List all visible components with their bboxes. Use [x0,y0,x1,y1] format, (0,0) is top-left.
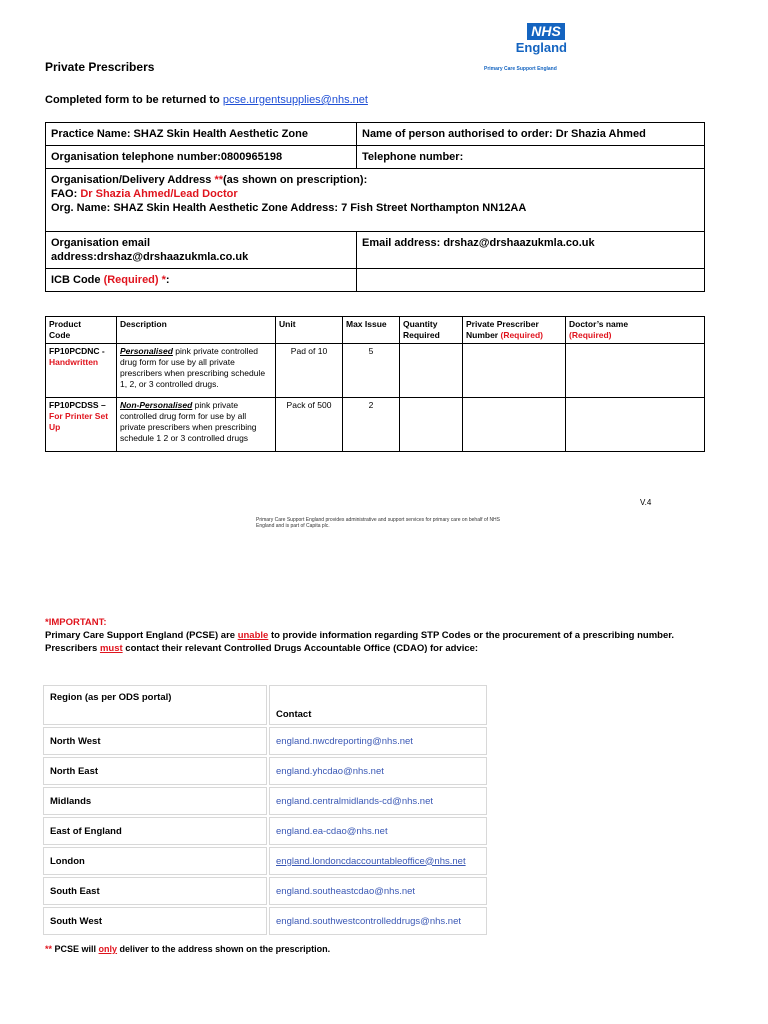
fao-value: Dr Shazia Ahmed/Lead Doctor [80,188,238,200]
product-max-issue: 5 [343,344,400,398]
important-l2-b: contact their relevant Controlled Drugs Accountable Office (CDAO) for advice: [122,643,479,654]
doctor-name-input-cell[interactable] [566,344,705,398]
logo-subtitle: Primary Care Support England [484,66,557,72]
org-name-address: Org. Name: SHAZ Skin Health Aesthetic Zone Address: 7 Fish Street Northampton NN12AA [51,202,527,214]
important-notice [45,616,685,655]
fao-label: FAO: [51,188,81,200]
important-line-2 [45,642,685,655]
icb-colon: : [165,274,170,286]
important-l1-emphasis: unable [237,630,269,641]
product-code-note: Handwritten [49,357,99,367]
region-contact-email[interactable]: england.ea-cdao@nhs.net [269,817,487,845]
region-name: South West [43,907,267,935]
phone-cell: Telephone number: [357,146,705,169]
practice-name-cell: Practice Name: SHAZ Skin Health Aesthetic Zone [46,123,357,146]
product-description-cell [117,344,276,398]
header-quantity [400,317,463,344]
header-region: Region (as per ODS portal) [43,685,267,725]
region-name: North West [43,727,267,755]
region-contact-email[interactable]: england.southwestcontrolleddrugs@nhs.net [269,907,487,935]
important-l1-b: to provide information regarding STP Codes or the procurement of a prescribing number. [268,630,675,641]
product-code-note: For Printer Set Up [49,411,109,432]
nhs-logo: NHS [527,23,565,40]
region-name: South East [43,877,267,905]
header-ppn-required: (Required) [500,330,543,340]
delivery-footnote [45,944,330,954]
header-qty-l1: Quantity [403,319,438,329]
product-max-issue: 2 [343,398,400,452]
header-unit: Unit [276,317,343,344]
header-description: Description [117,317,276,344]
region-row [43,847,487,875]
product-row [46,344,705,398]
return-label: Completed form to be returned to [45,94,223,106]
region-name: East of England [43,817,267,845]
product-code-cell [46,398,117,452]
region-row [43,907,487,935]
prescriber-number-input-cell[interactable] [463,344,566,398]
org-email-cell [46,232,357,269]
region-row [43,817,487,845]
product-unit: Pack of 500 [276,398,343,452]
header-code-l2: Code [49,330,71,340]
address-note: (as shown on prescription): [223,174,368,186]
icb-empty-cell[interactable] [357,269,705,292]
header-code-l1: Product [49,319,82,329]
footnote-a: PCSE will [54,944,99,954]
footer-fineprint: Primary Care Support England provides administrative and support services for primary care on behalf of NHS England and is part of Capita plc. [256,517,500,529]
important-l2-emphasis: must [99,643,123,654]
version-label: V.4 [640,498,652,507]
important-line-1 [45,629,685,642]
product-code-cell [46,344,117,398]
header-doctor-name [566,317,705,344]
product-desc-text: pink private controlled drug form for use by all private prescribers when prescribing schedule 1 2 or 3 controlled drugs [120,400,257,443]
quantity-input-cell[interactable] [400,344,463,398]
header-prescriber-number [463,317,566,344]
product-header-row [46,317,705,344]
page-title: Private Prescribers [45,60,155,74]
return-email-link[interactable]: pcse.urgentsupplies@nhs.net [222,94,368,106]
region-name: London [43,847,267,875]
product-desc-text: pink private controlled drug form for use by all private prescribers when prescribing schedule 1, 2, or 3 controlled drugs. [120,346,266,389]
icb-label: ICB Code [51,274,104,286]
address-stars: ** [214,174,223,186]
region-contact-email[interactable]: england.southeastcdao@nhs.net [269,877,487,905]
cdao-region-table [41,683,489,937]
region-contact-email[interactable]: england.centralmidlands-cd@nhs.net [269,787,487,815]
product-desc-emphasis: Personalised [120,346,173,356]
region-row [43,787,487,815]
authorised-person-cell: Name of person authorised to order: Dr Shazia Ahmed [357,123,705,146]
region-contact-email[interactable]: england.nwcdreporting@nhs.net [269,727,487,755]
prescriber-number-input-cell[interactable] [463,398,566,452]
return-instruction [45,94,368,106]
product-row [46,398,705,452]
address-label: Organisation/Delivery Address [51,174,215,186]
product-unit: Pad of 10 [276,344,343,398]
important-l1-a: Primary Care Support England (PCSE) are [45,630,238,641]
organisation-info-table [45,122,705,292]
product-code: FP10PCDSS – [49,400,106,410]
header-doc-l1: Doctor’s name [569,319,629,329]
quantity-input-cell[interactable] [400,398,463,452]
product-description-cell [117,398,276,452]
header-ppn-l2: Number [466,330,501,340]
footnote-stars: ** [45,944,55,954]
logo-england-text: England [515,40,567,55]
header-max-issue: Max Issue [343,317,400,344]
product-desc-emphasis: Non-Personalised [120,400,193,410]
header-contact: Contact [269,685,487,725]
region-row [43,757,487,785]
org-email-label: Organisation email [51,237,151,249]
region-header-row [43,685,487,725]
region-contact-email[interactable]: england.londoncdaccountableoffice@nhs.net [269,847,487,875]
footnote-emphasis: only [98,944,118,954]
footnote-b: deliver to the address shown on the prescription. [117,944,331,954]
important-l2-a: Prescribers [45,643,100,654]
icb-code-cell [46,269,357,292]
product-code: FP10PCDNC - [49,346,105,356]
product-table [45,316,705,452]
header-qty-l2: Required [403,330,440,340]
org-phone-cell: Organisation telephone number:0800965198 [46,146,357,169]
icb-required: (Required) * [103,274,166,286]
region-row [43,877,487,905]
delivery-address-cell [46,169,705,232]
region-row [43,727,487,755]
region-name: North East [43,757,267,785]
header-ppn-l1: Private Prescriber [466,319,539,329]
doctor-name-input-cell[interactable] [566,398,705,452]
email-cell: Email address: drshaz@drshaazukmla.co.uk [357,232,705,269]
important-heading: *IMPORTANT: [45,617,107,628]
org-email-value: address:drshaz@drshaazukmla.co.uk [51,251,249,263]
header-product-code [46,317,117,344]
region-name: Midlands [43,787,267,815]
region-contact-email[interactable]: england.yhcdao@nhs.net [269,757,487,785]
header-doc-required: (Required) [569,330,612,340]
